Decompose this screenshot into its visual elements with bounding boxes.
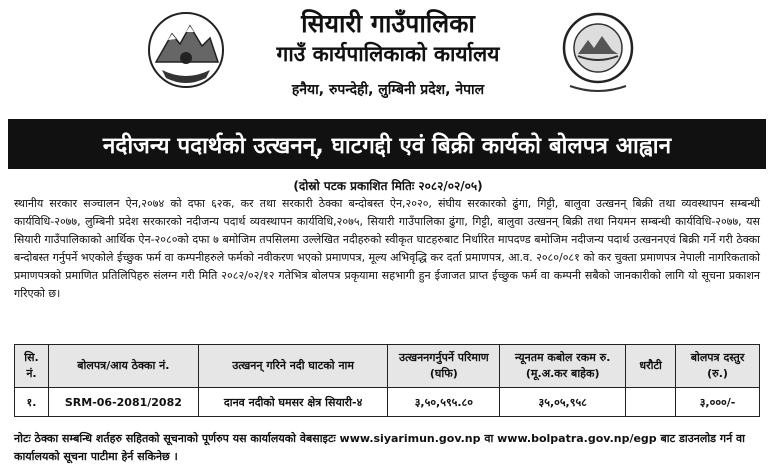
notice-title: नदीजन्य पदार्थको उत्खनन्, घाटगद्दी एवं बिक्री कार्यको बोलपत्र आह्वान (102, 132, 672, 159)
footer-note: नोटः ठेक्का सम्बन्धि शर्तहरु सहितको सूचनाको पूर्णरुप यस कार्यालयको वेबसाइटः www.siyarimun.gov.np वा www.bolpatra.gov.np/egp बाट डाउनलोड गर्न वा कार्यालयको सूचना पाटीमा हेर्न सकिनेछ । (14, 432, 745, 463)
cell-fee: ३,०००/- (676, 388, 760, 417)
cell-quantity: ३,५०,५९५.८० (388, 388, 500, 417)
office-address: हनैया, रुपन्देही, लुम्बिनी प्रदेश, नेपाल (291, 82, 485, 98)
col-header-minimum-bid: न्यूनतम कबोल रकम रु. (मू.अ.कर बाहेक) (500, 345, 626, 388)
office-name: गाउँ कार्यपालिकाको कार्यालय (276, 42, 500, 66)
table-header-row (15, 345, 760, 388)
col-header-serial: सि. नं. (15, 345, 49, 388)
tender-table (14, 344, 760, 417)
col-header-quantity: उत्खननगर्नुपर्ने परिमाण (घफि) (388, 345, 500, 388)
col-header-deposit: धरौटी (626, 345, 676, 388)
cell-minimum-bid: ३५,०५,९५८ (500, 388, 626, 417)
col-header-contract-no: बोलपत्र/आय ठेक्का नं. (48, 345, 198, 388)
cell-serial: १. (15, 388, 49, 417)
cell-contract-no: SRM-06-2081/2082 (48, 388, 198, 417)
municipality-name: सियारी गाउँपालिका (301, 9, 475, 38)
table-row (15, 388, 760, 417)
notice-body: स्थानीय सरकार सञ्चालन ऐन,२०७४ को दफा ६२क, कर तथा सरकारी ठेक्का बन्दोबस्त ऐन,२०२०, संघीय सरकारको ढुंगा, गिट्टी, बालुवा उत्खनन् बिक्री तथा व्यवस्थापन सम्बन्धी कार्यविधि-२०७७, लुम्बिनी प्रदेश सरकारको नदीजन्य पदार्थ व्यवस्थापन कार्यविधि,२०७५, सियारी गाउँपालिका ढुंगा, गिट्टी, बालुवा उत्खनन् बिक्री तथा नियमन सम्बन्धी कार्यविधि-२०७७, यस सियारी गाउँपालिकाको आर्थिक ऐन-२०८०को दफा ७ बमोजिम तपसिलमा उल्लेखित नदीहरुको स्वीकृत घाटहरुबाट निर्धारित मापदण्ड बमोजिम नदीजन्य पदार्थ उत्खननएवं बिक्री गर्ने गरी ठेक्का बन्दोबस्त गर्नुपर्ने भएकोले ईच्छुक फर्म वा कम्पनीहरुले फर्मको नवीकरण भएको प्रमाणपत्र, मूल्य अभिवृद्धि कर दर्ता प्रमाणपत्र, आ.व. २०८०/०८१ को कर चुक्ता प्रमाणपत्र नेपाली नागरिकताको प्रमाणपत्रको प्रमाणित प्रतिलिपिहरु संलग्न गरी मिति २०८२/०२/१२ गतेभित्र बोलपत्र प्रकृयामा सहभागी हुन ईजाजत प्राप्त ईच्छुक फर्म वा कम्पनी सबैको जानकारीको लागि यो सूचना प्रकाशन गरिएको छ। (14, 197, 760, 300)
notice-title-banner (8, 119, 766, 169)
cell-river-site: दानव नदीको घमसर क्षेत्र सियारी-४ (198, 388, 388, 417)
letterhead (0, 0, 776, 118)
cell-deposit (626, 388, 676, 417)
col-header-fee: बोलपत्र दस्तुर (रु.) (676, 345, 760, 388)
col-header-river-site: उत्खनन् गरिने नदी घाटको नाम (198, 345, 388, 388)
publication-date: (दोस्रो पटक प्रकाशित मितिः २०८२/०२/०५) (293, 179, 483, 193)
